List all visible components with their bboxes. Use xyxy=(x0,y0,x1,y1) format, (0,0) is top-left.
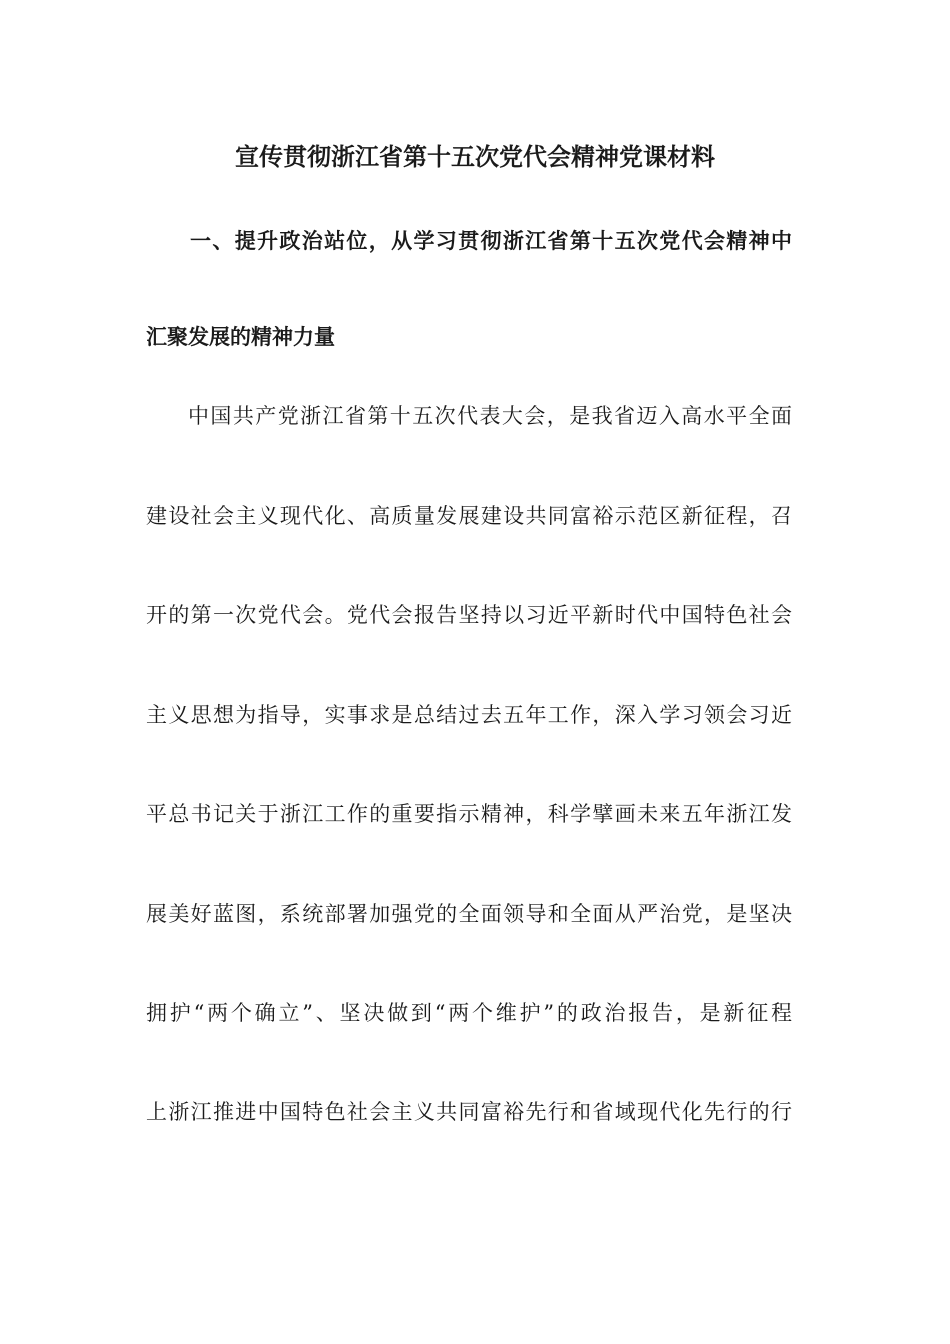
paragraph-line: 开的第一次党代会。党代会报告坚持以习近平新时代中国特色社会 xyxy=(146,603,792,627)
paragraph-line: 主义思想为指导，实事求是总结过去五年工作，深入学习领会习近 xyxy=(146,703,792,727)
section-heading-line-1: 一、提升政治站位，从学习贯彻浙江省第十五次党代会精神中 xyxy=(190,228,792,253)
document-title: 宣传贯彻浙江省第十五次党代会精神党课材料 xyxy=(235,142,715,171)
paragraph-line: 平总书记关于浙江工作的重要指示精神，科学擘画未来五年浙江发 xyxy=(146,802,792,826)
paragraph-line: 展美好蓝图，系统部署加强党的全面领导和全面从严治党，是坚决 xyxy=(146,902,792,926)
paragraph-line: 上浙江推进中国特色社会主义共同富裕先行和省域现代化先行的行 xyxy=(146,1100,792,1124)
paragraph-line: 拥护“两个确立”、坚决做到“两个维护”的政治报告，是新征程 xyxy=(146,1001,792,1025)
section-heading-line-2: 汇聚发展的精神力量 xyxy=(146,324,335,349)
paragraph-line: 中国共产党浙江省第十五次代表大会，是我省迈入高水平全面 xyxy=(188,404,792,428)
paragraph-line: 建设社会主义现代化、高质量发展建设共同富裕示范区新征程，召 xyxy=(146,504,792,528)
